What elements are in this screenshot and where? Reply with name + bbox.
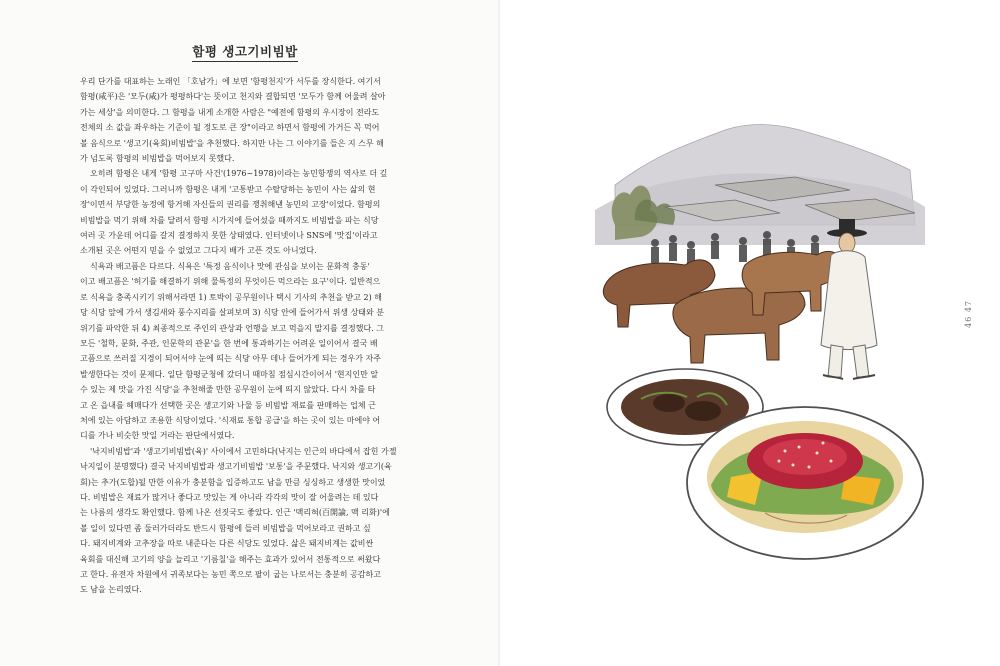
text-line: 우리 단가를 대표하는 노래인 「호남가」에 보면 '함평천지'가 서두를 장식한다. 여기서 (80, 77, 381, 86)
bibimbap-bowl (687, 407, 923, 559)
text-line: 육회를 대신해 고기의 양을 늘리고 '기름칠'을 해주는 효과가 있어서 전통적으로 써왔다 (80, 554, 381, 564)
text-line: 이고 배고픔은 '허기를 해결하기 위해 물특정의 무엇이든 먹으라는 요구'이다. 일반적으 (80, 277, 381, 287)
text-line: 수 있는 제 맛을 가진 식당'을 추천해줄 만한 공무원이 눈에 띄지 않았다. 다시 차를 타 (80, 385, 376, 395)
text-line: 발생한다는 것이 문제다. 일단 함평군청에 갔더니 때마침 점심시간이어서 '현지인만 알 (80, 369, 379, 379)
text-line: 여러 곳 가운데 어디를 갈지 결정하지 못한 상태였다. 인터넷이나 SNS에 '맛집'이라고 (80, 231, 378, 241)
text-line: 이 각인되어 있었다. 그러니까 함평은 내게 '고통받고 수탈당하는 농민이 사는 삶의 현 (80, 184, 376, 194)
text-line: 오히려 함평은 내게 '함평 고구마 사건'(1976~1978)이라는 농민항쟁의 역사로 더 깊 (90, 169, 388, 179)
text-line: 고 온 읍내를 헤매다가 선택한 곳은 생고기와 나물 등 비빔밥 재료를 판매하는 업체 근 (80, 400, 376, 410)
text-line: 장'이면서 부당한 농정에 항거해 자신들의 권리를 쟁취해낸 농민의 고장'이었다. 함평의 (80, 200, 381, 210)
text-line: 함평(咸平)은 '모두(咸)가 평평하다'는 뜻이고 천지와 결합되면 '모두가 함께 어울려 살아 (80, 92, 386, 102)
body-text (80, 74, 410, 598)
cow-figure (673, 288, 805, 363)
page-title: 함평 생고기비빔밥 (80, 42, 410, 60)
market-and-bibimbap-illustration (595, 115, 925, 575)
text-line: '낙지비빔밥'과 '생고기비빔밥(육)' 사이에서 고민하다(낙지는 인근의 바다에서 잡힌 가젤 (90, 446, 397, 456)
text-line: 볼 일이 있다면 좀 둘러가더라도 반드시 함평에 들러 비빔밥을 먹어보라고 권하고 싶 (80, 523, 371, 533)
text-line: 처에 있는 아담하고 조용한 식당이었다. '식재료 통합 공급'을 하는 곳이 있는 마에야 어 (80, 415, 381, 425)
text-line: 가 넘도록 함평의 비빔밥을 먹어보지 못했다. (80, 154, 235, 164)
paragraph-2 (80, 166, 410, 258)
paragraph-4 (80, 444, 410, 598)
text-line: 고 한다. 유전자 차원에서 귀족보다는 농민 쪽으로 팔이 굽는 나로서는 충분히 공감하고 (80, 570, 381, 579)
text-line: 당 식당 앞에 가서 생김새와 풍수지리를 살펴보며 3) 식당 안에 들어가서 위생 상태와 분 (80, 308, 385, 318)
text-line: 는 나름의 생각도 확인했다. 함께 나온 선짓국도 좋았다. 인근 '맥리혀(百開論, 맥 리화)'에 (80, 508, 390, 518)
text-line: 전체의 소 값을 좌우하는 기준이 될 정도로 큰 장"이라고 하면서 함평에 가거든 꼭 먹어 (80, 123, 380, 133)
page-number: 46 47 (964, 300, 973, 328)
text-line: 위기를 파악한 뒤 4) 최종적으로 주인의 관상과 언행을 보고 먹을지 말지를 결정했다. 그 (80, 323, 385, 333)
text-line: 다. 비빔밥은 재료가 많거나 좋다고 맛있는 게 아니라 각각의 맛이 잘 어울려는 데 있다 (80, 492, 379, 502)
text-line: 비빔밥을 먹기 위해 차를 달려서 함평 시가지에 들어섰을 때까지도 비빔밥을 파는 식당 (80, 215, 379, 225)
text-line: 낙지일이 분명했다) 결국 낙지비빔밥과 생고기비빔밥 '보통'을 주문했다. 낙지와 생고기(육 (80, 462, 392, 472)
text-line: 다. 돼지비계와 고추장을 따로 내준다는 다른 식당도 있었다. 삶은 돼지비계는 값비싼 (80, 539, 374, 549)
text-line: 소개된 곳은 어떤지 믿을 수 없었고 그다지 배가 고픈 것도 아니었다. (80, 246, 317, 256)
paragraph-1 (80, 74, 410, 166)
paragraph-3 (80, 259, 410, 444)
text-line: 가는 세상'을 의미한다. 그 함평을 내게 소개한 사람은 "예전에 함평의 우시장이 전라도 (80, 107, 380, 117)
text-line: 볼 음식으로 '생고기(육회)비빔밥'을 추천했다. 하지만 나는 그 이야기를 들은 지 스무 해 (80, 138, 384, 148)
text-line: 디를 가나 비슷한 맛일 거라는 판단에서였다. (80, 431, 235, 441)
text-line: 로 식욕을 충족시키기 위해서라면 1) 토박이 공무원이나 택시 기사의 추천을 받고 2) 해 (80, 292, 382, 302)
text-line: 도 남을 논리였다. (80, 585, 142, 595)
text-line: 모든 '철학, 문화, 주관, 인문학의 관문'을 한 번에 통과하기는 어려운 일이어서 결국 배 (80, 338, 378, 348)
text-line: 회)는 추가(도합)될 만한 이유가 충분함을 입증하고도 남을 만큼 싱싱하고 생생한 맛이었 (80, 477, 386, 487)
text-line: 고픔으로 쓰러질 지경이 되어서야 눈에 띄는 식당 아무 데나 들어가게 되는 경우가 자주 (80, 354, 381, 364)
text-line: 식욕과 배고픔은 다르다. 식욕은 '특정 음식이나 맛에 관심을 보이는 문화적 충동' (90, 261, 370, 271)
